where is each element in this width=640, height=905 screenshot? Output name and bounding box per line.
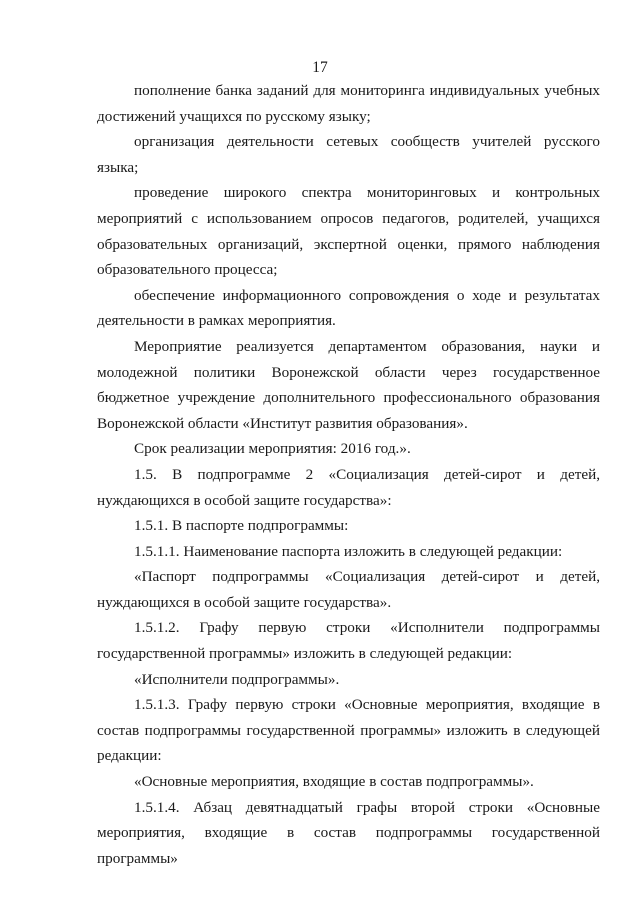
paragraph-1-5-1: 1.5.1. В паспорте подпрограммы:	[134, 517, 349, 535]
document-body	[97, 78, 600, 871]
paragraph-passport-title: «Паспорт подпрограммы «Социализация детей-сирот и детей, нуждающихся в особой защите государства».	[97, 568, 600, 611]
paragraph-1-5-1-4: 1.5.1.4. Абзац девятнадцатый графы второй строки «Основные мероприятия, входящие в состав подпрограммы государственной программы»	[97, 798, 600, 867]
paragraph-main-events: «Основные мероприятия, входящие в состав подпрограммы».	[134, 773, 534, 791]
paragraph-implementation-period: Срок реализации мероприятия: 2016 год.».	[134, 440, 411, 458]
paragraph-1-5: 1.5. В подпрограмме 2 «Социализация детей-сирот и детей, нуждающихся в особой защите государства»:	[97, 465, 600, 509]
paragraph-1-5-1-1: 1.5.1.1. Наименование паспорта изложить в следующей редакции:	[134, 542, 563, 560]
page-number: 17	[312, 59, 328, 76]
paragraph-information-support: обеспечение информационного сопровождения о ходе и результатах деятельности в рамках мероприятия.	[97, 286, 600, 330]
paragraph-1-5-1-3: 1.5.1.3. Графу первую строки «Основные мероприятия, входящие в состав подпрограммы государственной программы» изложить в следующей редакции:	[97, 696, 600, 765]
paragraph-implementation: Мероприятие реализуется департаментом образования, науки и молодежной политики Воронежской области через государственное бюджетное учреждение дополнительного профессионального образования Воронежской области «Институт развития образования».	[97, 337, 600, 432]
paragraph-executors: «Исполнители подпрограммы».	[134, 670, 340, 688]
paragraph-bank-of-tasks: пополнение банка заданий для мониторинга индивидуальных учебных достижений учащихся по русскому языку;	[97, 82, 600, 125]
paragraph-network-communities: организация деятельности сетевых сообществ учителей русского языка;	[97, 133, 600, 176]
paragraph-1-5-1-2: 1.5.1.2. Графу первую строки «Исполнители подпрограммы государственной программы» изложить в следующей редакции:	[97, 619, 600, 663]
paragraph-monitoring-events: проведение широкого спектра мониторинговых и контрольных мероприятий с использованием опросов педагогов, родителей, учащихся образовательных организаций, экспертной оценки, прямого наблюдения образовательного процесса;	[97, 184, 600, 279]
